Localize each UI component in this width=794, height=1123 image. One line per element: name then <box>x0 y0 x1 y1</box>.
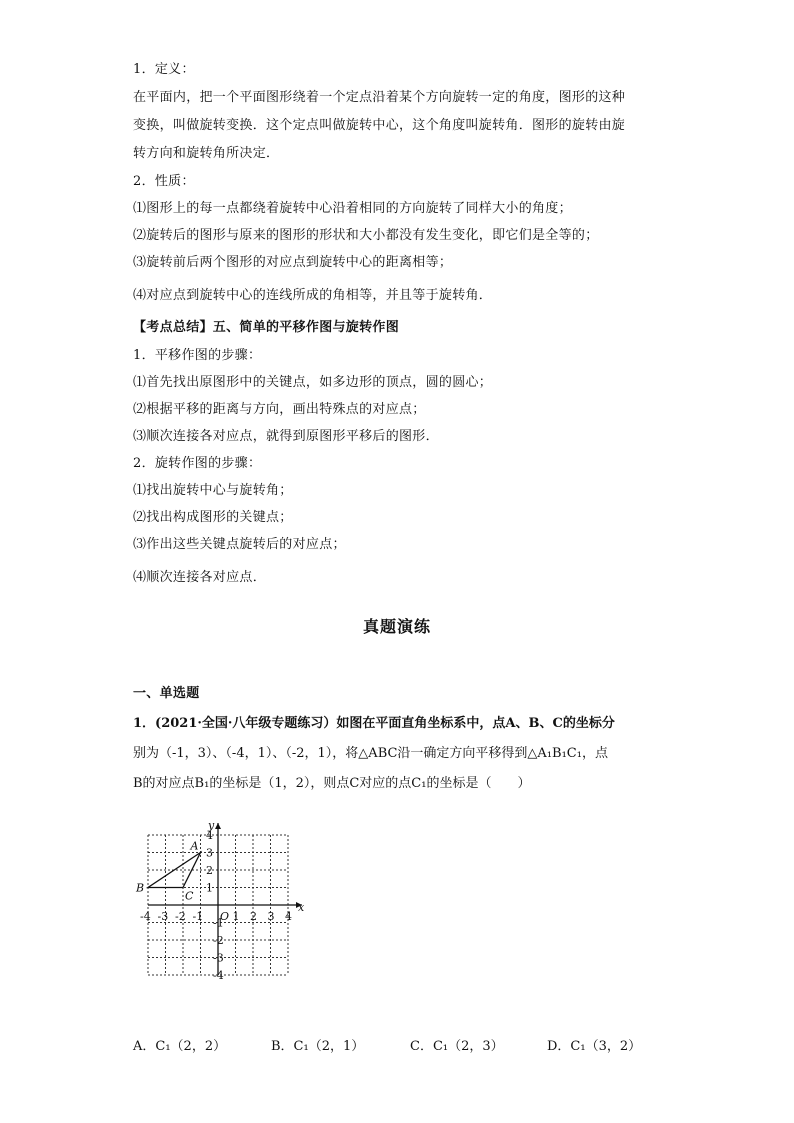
summary-title: 【考点总结】五、简单的平移作图与旋转作图 <box>133 320 400 335</box>
x-tick-label: 4 <box>285 910 292 923</box>
x-axis-label: x <box>298 901 305 914</box>
property-item: ⑴图形上的每一点都绕着旋转中心沿着相同的方向旋转了同样大小的角度； <box>133 201 572 216</box>
rotation-step: ⑶作出这些关键点旋转后的对应点； <box>133 537 346 552</box>
x-tick-label: -1 <box>192 910 204 923</box>
point-b-label: B <box>136 881 145 895</box>
translation-step: ⑴首先找出原图形中的关键点，如多边形的顶点，圆的圆心； <box>133 375 493 390</box>
x-tick-label: -3 <box>157 910 169 923</box>
origin-label: O <box>220 910 230 923</box>
definition-text-2: 变换，叫做旋转变换．这个定点叫做旋转中心，这个角度叫旋转角．图形的旋转由旋 <box>133 118 626 133</box>
definition-text-1: 在平面内，把一个平面图形绕着一个定点沿着某个方向旋转一定的角度，图形的这种 <box>133 90 626 105</box>
option-a[interactable]: A．C₁（2，2） <box>133 1039 227 1054</box>
rotation-step: ⑷顺次连接各对应点． <box>133 570 267 585</box>
question-1-line-2: 别为（-1，3）、（-4，1）、（-2，1），将△ABC沿一确定方向平移得到△A₁B₁C₁，点 <box>133 746 608 761</box>
coordinate-figure <box>135 815 325 985</box>
translation-step: ⑵根据平移的距离与方向，画出特殊点的对应点； <box>133 402 426 417</box>
y-axis-label: y <box>208 819 215 832</box>
practice-title: 真题演练 <box>362 617 431 636</box>
translation-heading: 1．平移作图的步骤： <box>133 348 262 363</box>
x-tick-label: -4 <box>140 910 151 923</box>
question-1-line-3: B的对应点B₁的坐标是（1，2），则点C对应的点C₁的坐标是（ ） <box>133 776 531 791</box>
property-item: ⑶旋转前后两个图形的对应点到旋转中心的距离相等； <box>133 255 453 270</box>
x-tick-label: 3 <box>267 910 275 923</box>
property-item: ⑷对应点到旋转中心的连线所成的角相等，并且等于旋转角． <box>133 288 493 303</box>
property-item: ⑵旋转后的图形与原来的图形的形状和大小都没有发生变化，即它们是全等的； <box>133 228 599 243</box>
option-b[interactable]: B．C₁（2，1） <box>271 1039 365 1054</box>
y-tick-label: 3 <box>206 846 213 860</box>
rotation-step: ⑴找出旋转中心与旋转角； <box>133 483 293 498</box>
rotation-heading: 2．旋转作图的步骤： <box>133 456 262 471</box>
y-tick-label: -4 <box>213 969 224 982</box>
option-c[interactable]: C．C₁（2，3） <box>410 1039 504 1054</box>
x-tick-label: 2 <box>250 910 257 923</box>
x-tick-label: -2 <box>175 910 186 923</box>
point-c-label: C <box>185 889 194 903</box>
y-tick-label: 4 <box>206 829 213 842</box>
y-tick-label: -3 <box>213 951 224 965</box>
question-category: 一、单选题 <box>133 686 200 701</box>
definition-heading: 1．定义： <box>133 62 195 77</box>
translation-step: ⑶顺次连接各对应点，就得到原图形平移后的图形． <box>133 429 439 444</box>
y-tick-label: 2 <box>206 864 213 877</box>
x-tick-label: 1 <box>232 910 240 923</box>
rotation-step: ⑵找出构成图形的关键点； <box>133 510 293 525</box>
y-tick-label: -1 <box>213 916 224 930</box>
option-d[interactable]: D．C₁（3，2） <box>547 1039 642 1054</box>
definition-text-3: 转方向和旋转角所决定． <box>133 146 280 161</box>
point-a-label: A <box>190 839 199 853</box>
y-tick-label: 1 <box>206 881 213 895</box>
y-tick-label: -2 <box>213 934 224 947</box>
coordinate-grid-svg <box>135 815 325 985</box>
question-1-line-1: 1．(2021·全国·八年级专题练习）如图在平面直角坐标系中，点A、B、C的坐标分 <box>133 716 615 731</box>
y-axis-arrow <box>215 823 221 829</box>
property-heading: 2．性质： <box>133 174 195 189</box>
